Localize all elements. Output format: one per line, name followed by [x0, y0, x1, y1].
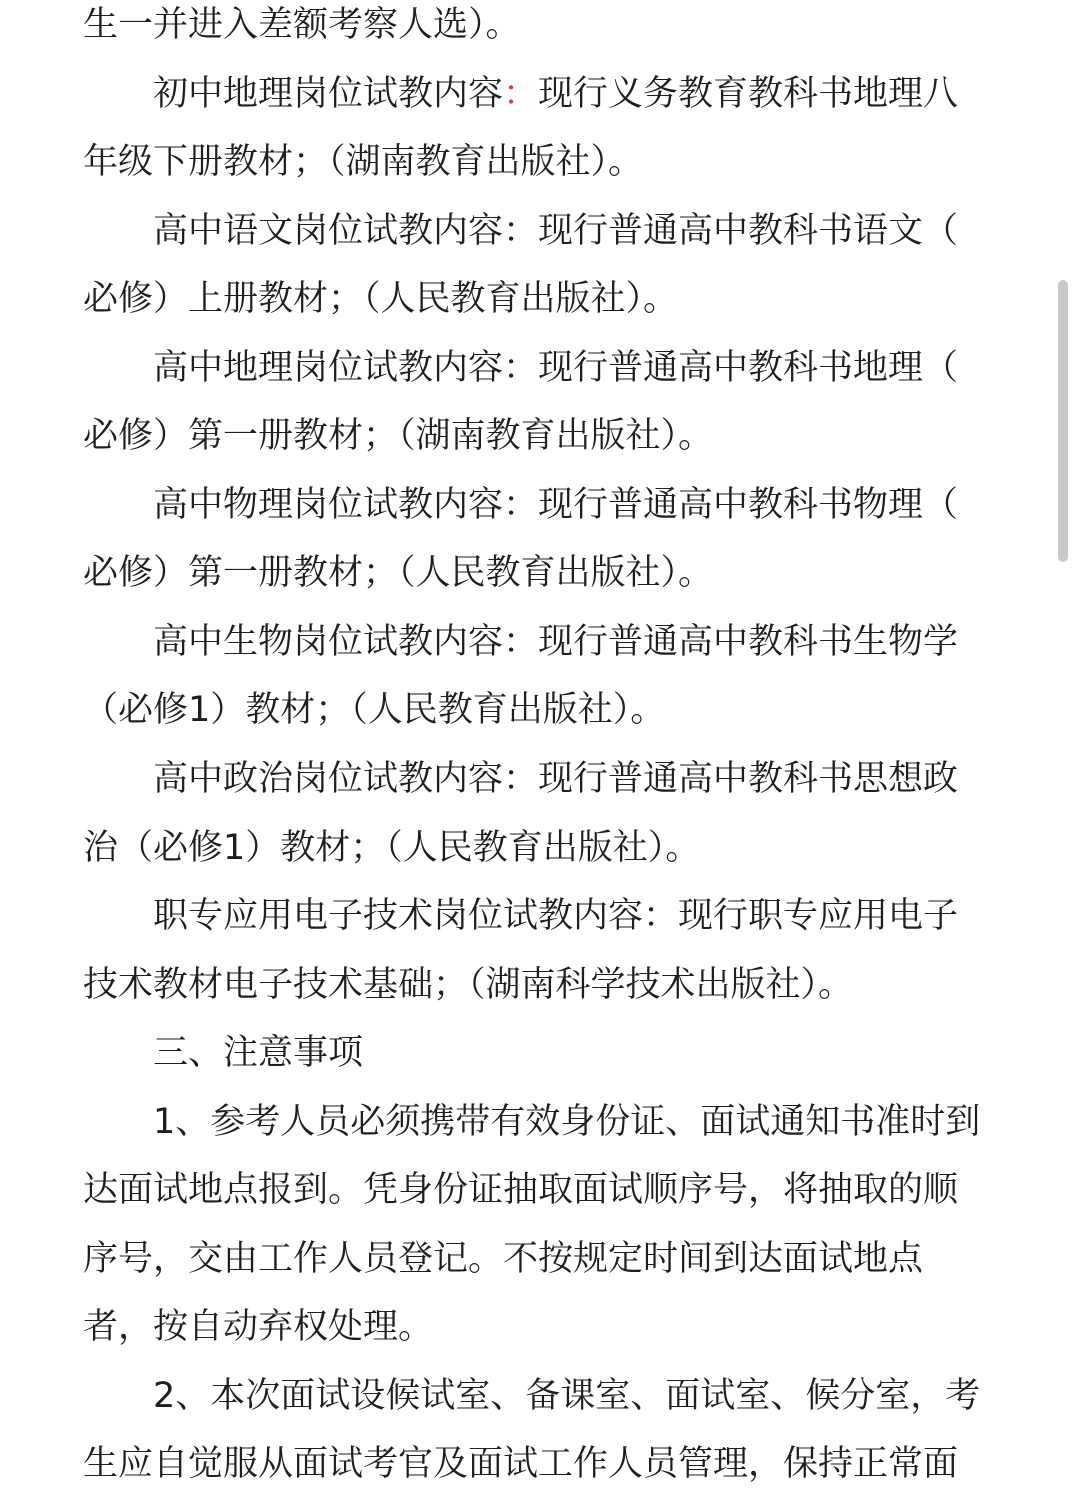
- text-line: 生一并进入差额考察人选）。: [83, 5, 521, 45]
- text-segment: 现行义务教育教科书地理八: [538, 73, 959, 114]
- text-line: [0, 60, 1040, 129]
- text-line: 高中物理岗位试教内容：现行普通高中教科书物理（: [153, 484, 959, 525]
- text-line: 生应自觉服从面试考官及面试工作人员管理，保持正常面: [83, 1444, 959, 1485]
- text-line: 必修）第一册教材；（人民教育出版社）。: [83, 553, 714, 594]
- text-line: （必修1）教材；（人民教育出版社）。: [83, 690, 666, 731]
- text-line: 高中语文岗位试教内容：现行普通高中教科书语文（: [153, 210, 959, 251]
- text-line: 者，按自动弃权处理。: [83, 1307, 434, 1348]
- section-heading: 三、注意事项: [153, 1033, 364, 1074]
- text-line: 技术教材电子技术基础；（湖南科学技术出版社）。: [83, 964, 854, 1005]
- text-line: 年级下册教材；（湖南教育出版社）。: [83, 142, 644, 183]
- text-segment: 初中地理岗位试教内容: [153, 73, 504, 114]
- text-line: 高中生物岗位试教内容：现行普通高中教科书生物学: [153, 621, 959, 662]
- text-line: 达面试地点报到。凭身份证抽取面试顺序号，将抽取的顺: [83, 1170, 959, 1211]
- text-line: 1、参考人员必须携带有效身份证、面试通知书准时到: [153, 1101, 981, 1142]
- text-line: 职专应用电子技术岗位试教内容：现行职专应用电子: [153, 896, 959, 937]
- scrollbar-thumb[interactable]: [1058, 280, 1068, 562]
- text-line: 必修）上册教材；（人民教育出版社）。: [83, 279, 679, 320]
- text-line: 序号，交由工作人员登记。不按规定时间到达面试地点: [83, 1238, 924, 1279]
- scrollbar[interactable]: [1052, 0, 1076, 1502]
- highlighted-colon: ：: [503, 73, 539, 114]
- text-line: 2、本次面试设候试室、备课室、面试室、候分室，考: [153, 1375, 981, 1416]
- text-line: 治（必修1）教材；（人民教育出版社）。: [83, 827, 701, 868]
- text-line: 必修）第一册教材；（湖南教育出版社）。: [83, 416, 714, 457]
- text-line: 高中政治岗位试教内容：现行普通高中教科书思想政: [153, 759, 959, 800]
- text-line: 高中地理岗位试教内容：现行普通高中教科书地理（: [153, 347, 959, 388]
